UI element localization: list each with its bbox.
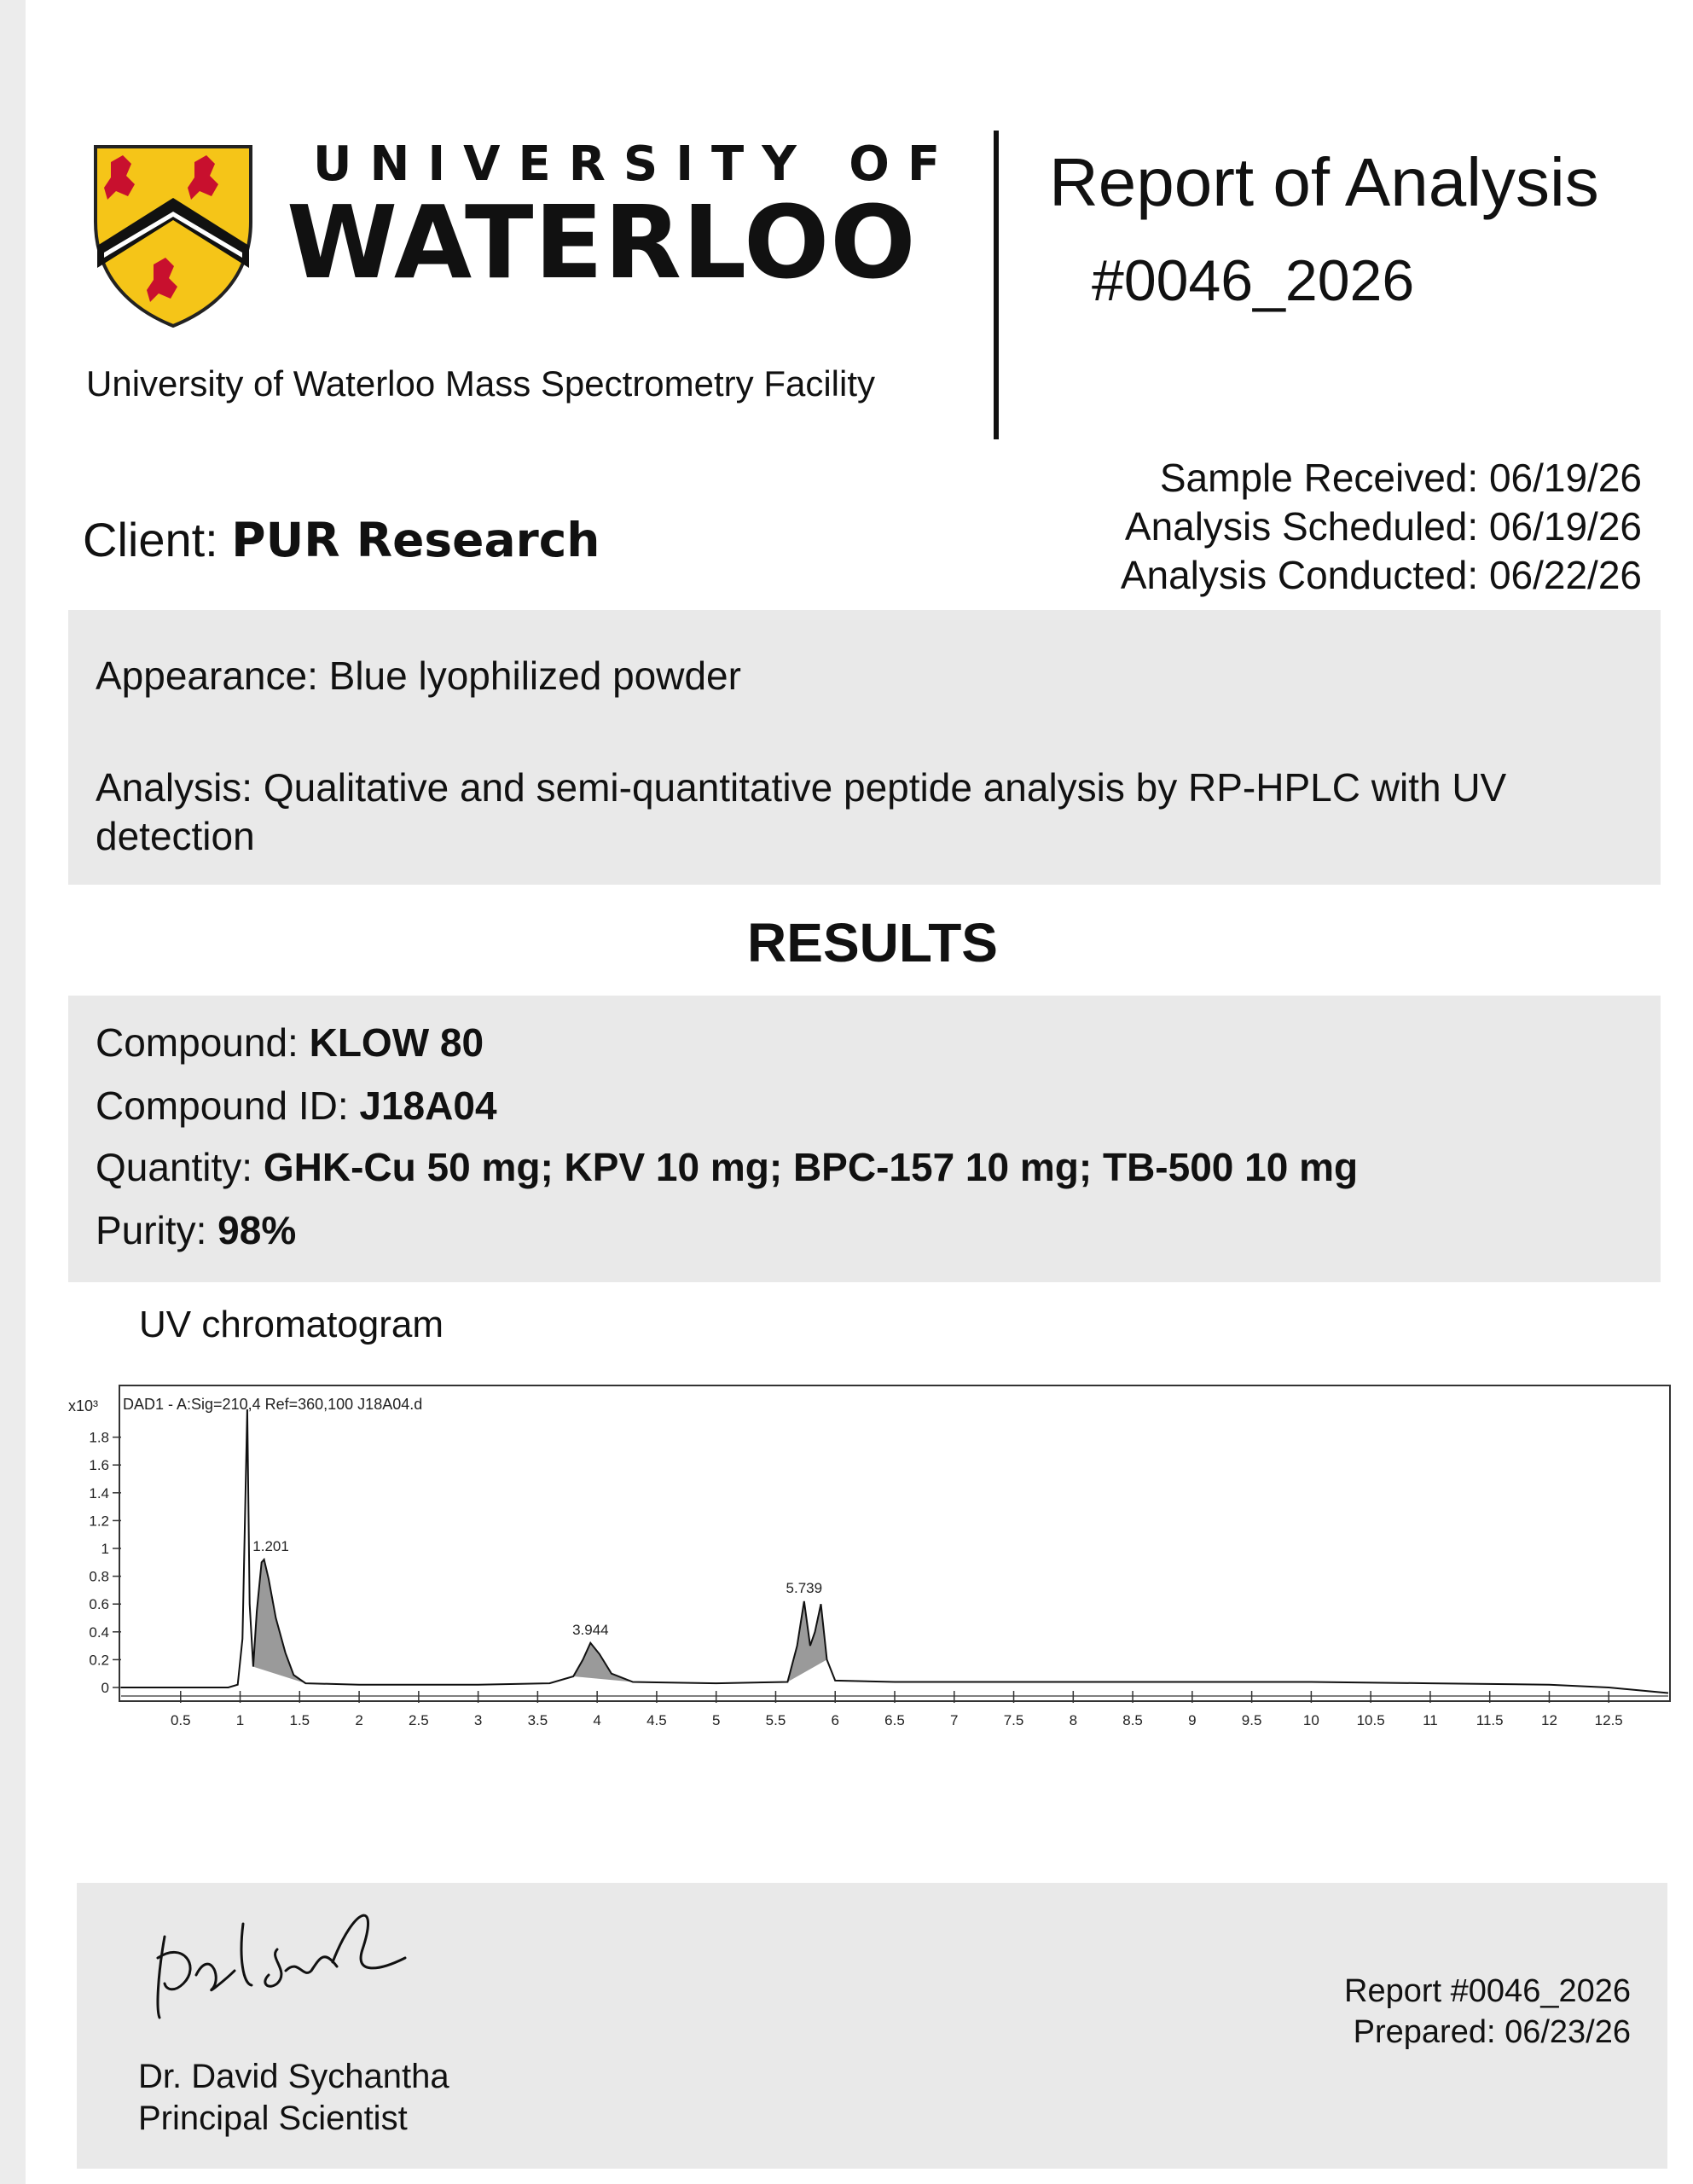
x-tick-label-14: 7.5 <box>1003 1712 1024 1728</box>
x-tick-label-17: 9 <box>1188 1712 1197 1728</box>
compound-line <box>96 1019 484 1066</box>
x-axis <box>121 1691 1668 1728</box>
x-tick-label-11: 6 <box>831 1712 839 1728</box>
y-tick-label-1: 0.2 <box>89 1652 109 1669</box>
appearance-line <box>96 653 741 699</box>
footer-report-block <box>1344 1971 1631 2053</box>
purity-value: 98% <box>217 1208 297 1252</box>
x-tick-label-5: 3 <box>473 1712 483 1728</box>
analysis-scheduled: Analysis Scheduled: 06/19/26 <box>1124 504 1642 549</box>
compound-id-label: Compound ID: <box>96 1083 349 1128</box>
purity-line <box>96 1207 296 1253</box>
compound-id-value: J18A04 <box>359 1083 497 1128</box>
quantity-value: GHK-Cu 50 mg; KPV 10 mg; BPC-157 10 mg; TB-500 10 mg <box>263 1145 1359 1189</box>
peak-area-2 <box>787 1601 826 1682</box>
quantity-label: Quantity: <box>96 1145 253 1189</box>
y-unit-label: x10³ <box>68 1397 99 1414</box>
signatory-name: Dr. David Sychantha <box>138 2058 449 2095</box>
y-axis <box>89 1430 121 1696</box>
appearance-label: Appearance: <box>96 653 318 698</box>
series-group <box>121 1409 1668 1693</box>
report-number: #0046_2026 <box>1092 248 1415 313</box>
purity-label: Purity: <box>96 1208 207 1252</box>
analysis-value: Qualitative and semi-quantitative peptide analysis by RP-HPLC with UV detection <box>96 765 1507 858</box>
results-panel <box>68 996 1661 1282</box>
plot-frame <box>119 1385 1670 1701</box>
report-title: Report of Analysis <box>1049 144 1599 220</box>
quantity-line <box>96 1144 1358 1190</box>
footer-prepared-date: Prepared: 06/23/26 <box>1353 2014 1631 2050</box>
x-tick-label-3: 2 <box>355 1712 363 1728</box>
footer-report-number: Report #0046_2026 <box>1344 1973 1631 2009</box>
x-tick-label-12: 6.5 <box>884 1712 905 1728</box>
peak-labels <box>252 1538 822 1638</box>
header-divider <box>994 131 999 439</box>
x-tick-label-23: 12 <box>1541 1712 1557 1728</box>
y-tick-label-2: 0.4 <box>89 1623 109 1641</box>
appearance-value: Blue lyophilized powder <box>328 653 741 698</box>
x-tick-label-8: 4.5 <box>646 1712 667 1728</box>
y-tick-label-7: 1.4 <box>89 1484 109 1502</box>
y-tick-label-4: 0.8 <box>89 1568 109 1585</box>
x-tick-label-16: 8.5 <box>1122 1712 1143 1728</box>
signature-icon <box>149 1890 439 2026</box>
client-line <box>83 512 600 567</box>
peak-label-2: 5.739 <box>786 1579 823 1596</box>
y-tick-label-5: 1 <box>101 1541 109 1557</box>
university-logo-name: WATERLOO <box>287 183 917 301</box>
x-tick-label-2: 1.5 <box>289 1712 310 1728</box>
signatory-block <box>138 2056 449 2140</box>
x-tick-label-9: 5 <box>711 1712 721 1728</box>
peak-area-0 <box>253 1560 305 1683</box>
chart-title: DAD1 - A:Sig=210,4 Ref=360,100 J18A04.d <box>123 1396 423 1413</box>
sample-panel <box>68 610 1661 885</box>
results-heading: RESULTS <box>747 912 998 973</box>
x-tick-label-20: 10.5 <box>1356 1712 1385 1728</box>
analysis-line <box>96 764 1614 861</box>
left-edge-strip <box>0 0 26 2184</box>
analysis-label: Analysis: <box>96 765 253 810</box>
compound-value: KLOW 80 <box>309 1020 484 1065</box>
signatory-title: Principal Scientist <box>138 2100 408 2137</box>
x-tick-label-22: 11.5 <box>1476 1712 1504 1728</box>
peak-label-0: 1.201 <box>252 1538 289 1555</box>
sample-received: Sample Received: 06/19/26 <box>1159 456 1642 500</box>
x-tick-label-4: 2.5 <box>409 1712 429 1728</box>
x-tick-label-18: 9.5 <box>1241 1712 1262 1728</box>
y-tick-label-8: 1.6 <box>89 1457 109 1474</box>
uv-chromatogram-chart <box>60 1380 1680 1739</box>
client-label: Client: <box>83 513 218 566</box>
analysis-conducted: Analysis Conducted: 06/22/26 <box>1120 553 1642 597</box>
chromatogram-title: UV chromatogram <box>139 1304 444 1345</box>
facility-name: University of Waterloo Mass Spectrometry Facility <box>86 363 876 404</box>
university-logo-line: UNIVERSITY OF <box>313 136 959 192</box>
y-tick-label-0: 0 <box>101 1680 109 1696</box>
compound-id-line <box>96 1083 497 1129</box>
y-tick-label-9: 1.8 <box>89 1429 109 1446</box>
x-tick-label-1: 1 <box>235 1712 245 1728</box>
x-tick-label-0: 0.5 <box>170 1712 191 1728</box>
compound-label: Compound: <box>96 1020 299 1065</box>
client-name: PUR Research <box>231 513 600 567</box>
peak-label-1: 3.944 <box>572 1621 609 1638</box>
x-tick-label-10: 5.5 <box>765 1712 786 1728</box>
x-tick-label-13: 7 <box>950 1712 959 1728</box>
dates-block <box>1121 454 1642 600</box>
x-tick-label-19: 10 <box>1302 1712 1319 1728</box>
university-crest-icon <box>92 143 254 328</box>
y-tick-label-3: 0.6 <box>89 1596 109 1613</box>
x-tick-label-21: 11 <box>1423 1712 1438 1728</box>
x-tick-label-15: 8 <box>1069 1712 1078 1728</box>
y-tick-label-6: 1.2 <box>89 1513 109 1530</box>
series-line-0 <box>121 1409 1668 1693</box>
x-tick-label-24: 12.5 <box>1594 1712 1623 1728</box>
x-tick-label-7: 4 <box>593 1712 601 1728</box>
x-tick-label-6: 3.5 <box>527 1712 548 1728</box>
